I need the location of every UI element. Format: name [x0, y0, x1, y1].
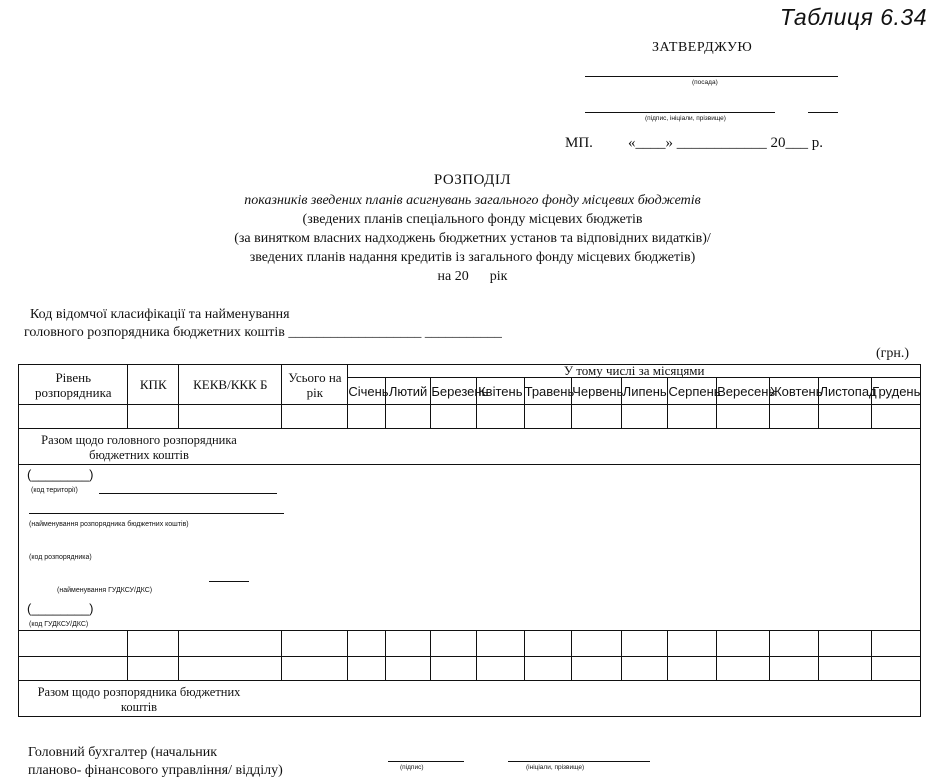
- table-cell[interactable]: [621, 657, 668, 681]
- header-total-year: Усього на рік: [282, 365, 348, 405]
- manager-name-caption: (найменування розпорядника бюджетних коштів): [29, 521, 189, 528]
- table-cell[interactable]: [476, 657, 524, 681]
- table-cell[interactable]: [621, 631, 668, 657]
- total-manager: Разом щодо розпорядника бюджетних коштів: [19, 681, 921, 717]
- table-cell[interactable]: [819, 657, 872, 681]
- footer-name-caption: (ініціали, прізвище): [526, 764, 585, 771]
- table-cell[interactable]: [348, 405, 385, 429]
- table-cell[interactable]: [524, 657, 572, 681]
- table-cell[interactable]: [872, 657, 921, 681]
- heading-year: на 20 рік: [437, 269, 508, 284]
- table-cell[interactable]: [19, 657, 128, 681]
- month-jan: Січень: [348, 378, 385, 405]
- manager-code-caption: (код розпорядника): [29, 554, 92, 561]
- table-cell[interactable]: [572, 657, 622, 681]
- table-cell[interactable]: [282, 405, 348, 429]
- footer-line-1: Головний бухгалтер (начальник: [28, 745, 218, 760]
- table-row: [19, 631, 921, 657]
- table-cell[interactable]: [179, 631, 282, 657]
- table-cell[interactable]: [19, 405, 128, 429]
- table-cell[interactable]: [717, 657, 770, 681]
- table-cell[interactable]: [431, 631, 477, 657]
- total-main-manager: Разом щодо головного розпорядника бюджетних коштів: [19, 429, 921, 465]
- table-cell[interactable]: [128, 657, 179, 681]
- table-cell[interactable]: [19, 631, 128, 657]
- classification-code-label: [24, 306, 502, 342]
- table-cell[interactable]: [282, 657, 348, 681]
- month-aug: Серпень: [668, 378, 717, 405]
- footer-signature-line: [388, 761, 464, 762]
- gudksu-name-line: [209, 581, 249, 582]
- stamp-place: МП.: [565, 135, 593, 151]
- table-cell[interactable]: [621, 405, 668, 429]
- document-title: РОЗПОДІЛ: [433, 172, 512, 188]
- table-number: Таблиця 6.34: [779, 4, 927, 30]
- table-cell[interactable]: [348, 657, 385, 681]
- month-apr: Квітень: [476, 378, 524, 405]
- header-kekv: КЕКВ/ККК Б: [179, 365, 282, 405]
- table-cell[interactable]: [769, 405, 819, 429]
- classification-line-2: головного розпорядника бюджетних коштів ___________________ ___________: [24, 325, 502, 340]
- header-kpk: КПК: [128, 365, 179, 405]
- chief-accountant-label: [28, 744, 283, 780]
- footer-signature-caption: (підпис): [400, 764, 424, 771]
- table-cell[interactable]: [572, 631, 622, 657]
- month-jun: Червень: [572, 378, 622, 405]
- approval-date: «____» ____________ 20___ р.: [628, 135, 823, 151]
- month-dec: Грудень: [872, 378, 921, 405]
- table-cell[interactable]: [385, 657, 431, 681]
- gudksu-code-caption: (код ГУДКСУ/ДКС): [29, 621, 89, 628]
- manager-details-block: [19, 465, 921, 631]
- table-cell[interactable]: [385, 631, 431, 657]
- month-mar: Березень: [431, 378, 477, 405]
- signature-line-end: [808, 112, 838, 113]
- table-cell[interactable]: [524, 405, 572, 429]
- footer-line-2: планово- фінансового управління/ відділу): [28, 763, 283, 778]
- table-cell[interactable]: [476, 405, 524, 429]
- territory-line: [99, 493, 277, 494]
- table-row: [19, 405, 921, 429]
- position-caption: (посада): [692, 79, 718, 86]
- table-cell[interactable]: [717, 405, 770, 429]
- heading-line-4: зведених планів надання кредитів із загального фонду місцевих бюджетів): [249, 250, 696, 265]
- table-cell[interactable]: [872, 631, 921, 657]
- month-sep: Вересень: [717, 378, 770, 405]
- table-cell[interactable]: [769, 631, 819, 657]
- approval-title: ЗАТВЕРДЖУЮ: [652, 40, 753, 55]
- table-cell[interactable]: [717, 631, 770, 657]
- table-cell[interactable]: [872, 405, 921, 429]
- table-cell[interactable]: [179, 405, 282, 429]
- table-cell[interactable]: [819, 405, 872, 429]
- table-cell[interactable]: [179, 657, 282, 681]
- signature-line: [585, 112, 775, 113]
- heading-line-1: показників зведених планів асигнувань загального фонду місцевих бюджетів: [244, 193, 701, 208]
- territory-code-caption: (код території): [31, 487, 78, 494]
- month-feb: Лютий: [385, 378, 431, 405]
- month-may: Травень: [524, 378, 572, 405]
- month-jul: Липень: [621, 378, 668, 405]
- table-cell[interactable]: [282, 631, 348, 657]
- footer-name-line: [508, 761, 650, 762]
- signature-caption: (підпис, ініціали, прізвище): [645, 115, 726, 122]
- table-cell[interactable]: [431, 405, 477, 429]
- currency-unit: (грн.): [876, 346, 910, 361]
- table-cell[interactable]: [524, 631, 572, 657]
- table-cell[interactable]: [128, 405, 179, 429]
- table-cell[interactable]: [668, 657, 717, 681]
- table-cell[interactable]: [348, 631, 385, 657]
- territory-code-bracket: (________): [27, 467, 94, 482]
- distribution-table: [18, 364, 921, 717]
- heading-line-3: (за винятком власних надходжень бюджетних установ та відповідних видатків)/: [234, 231, 711, 246]
- header-level: Рівень розпорядника: [19, 365, 128, 405]
- table-cell[interactable]: [769, 657, 819, 681]
- gudksu-name-caption: (найменування ГУДКСУ/ДКС): [57, 587, 153, 594]
- table-cell[interactable]: [668, 405, 717, 429]
- header-months-group: У тому числі за місяцями: [348, 365, 921, 378]
- month-nov: Листопад: [819, 378, 872, 405]
- table-cell[interactable]: [819, 631, 872, 657]
- heading-line-2: (зведених планів спеціального фонду місцевих бюджетів: [302, 212, 643, 227]
- table-cell[interactable]: [128, 631, 179, 657]
- table-cell[interactable]: [476, 631, 524, 657]
- table-cell[interactable]: [385, 405, 431, 429]
- table-cell[interactable]: [668, 631, 717, 657]
- month-oct: Жовтень: [769, 378, 819, 405]
- position-line: [585, 76, 838, 77]
- table-row: [19, 657, 921, 681]
- manager-name-line: [29, 513, 284, 514]
- table-cell[interactable]: [572, 405, 622, 429]
- table-cell[interactable]: [431, 657, 477, 681]
- classification-line-1: Код відомчої класифікації та найменування: [30, 307, 290, 322]
- gudksu-code-bracket: (________): [27, 601, 94, 616]
